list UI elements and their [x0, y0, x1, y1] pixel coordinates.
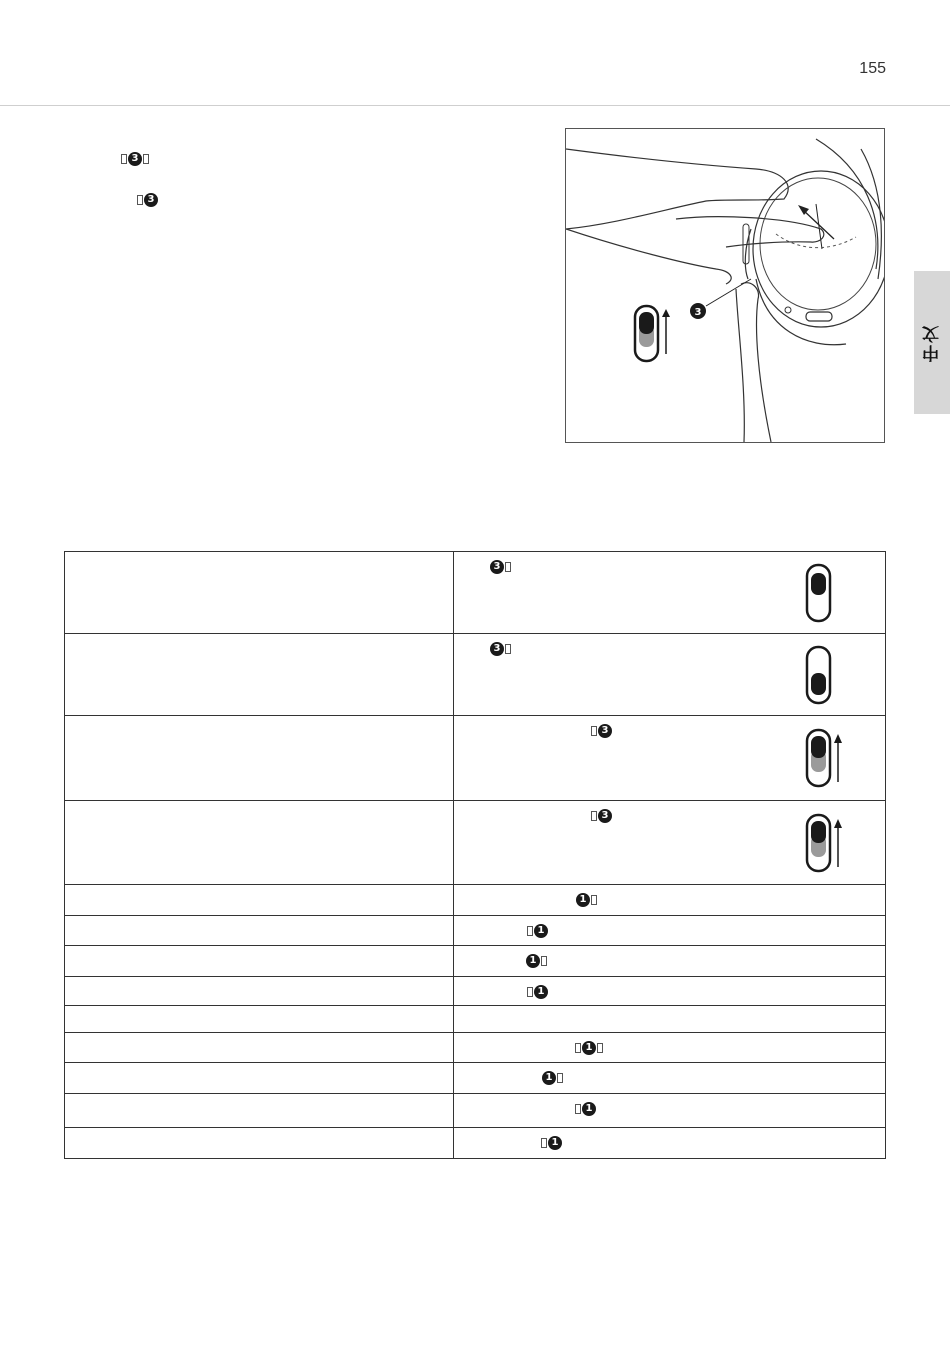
callout-badge: 1	[526, 954, 540, 968]
table-cell-mode	[65, 885, 454, 916]
table-cell-mode	[65, 1128, 454, 1159]
table-cell-instruction	[454, 1063, 886, 1094]
figure-callout-label: 3	[694, 307, 702, 318]
table-row	[65, 1128, 886, 1159]
callout-badge: 1	[582, 1102, 596, 1116]
page-number: 155	[859, 60, 886, 77]
callout-badge: 3	[128, 152, 142, 166]
missing-glyph	[505, 644, 511, 654]
header-divider	[0, 105, 950, 106]
table-cell-mode	[65, 716, 454, 801]
intro-line-1	[120, 150, 150, 166]
missing-glyph	[591, 726, 597, 736]
instruction-text	[490, 640, 512, 656]
table-cell-mode	[65, 1033, 454, 1063]
table-row	[65, 946, 886, 977]
table-cell-instruction	[454, 1006, 886, 1033]
table-cell-mode	[65, 1006, 454, 1033]
missing-glyph	[121, 154, 127, 164]
table-cell-instruction	[454, 1094, 886, 1128]
instruction-text	[540, 1134, 562, 1150]
instruction-text	[526, 952, 548, 968]
instruction-text	[576, 891, 598, 907]
instruction-text	[590, 807, 612, 823]
instruction-text	[574, 1100, 596, 1116]
callout-badge: 3	[490, 642, 504, 656]
table-cell-instruction	[454, 1033, 886, 1063]
table-cell-mode	[65, 1094, 454, 1128]
callout-badge: 3	[598, 724, 612, 738]
table-row	[65, 716, 886, 801]
instruction-text	[490, 558, 512, 574]
callout-badge: 1	[534, 985, 548, 999]
table-row	[65, 885, 886, 916]
instruction-text	[526, 983, 548, 999]
callout-badge: 1	[534, 924, 548, 938]
language-tab[interactable]	[914, 271, 950, 414]
instruction-text	[590, 722, 612, 738]
table-cell-instruction	[454, 916, 886, 946]
table-cell-mode	[65, 552, 454, 634]
switch-sliding-up-icon	[802, 811, 846, 875]
table-cell-mode	[65, 946, 454, 977]
missing-glyph	[541, 1138, 547, 1148]
missing-glyph	[591, 811, 597, 821]
callout-badge: 1	[548, 1136, 562, 1150]
table-row	[65, 1063, 886, 1094]
table-cell-mode	[65, 634, 454, 716]
table-cell-instruction	[454, 1128, 886, 1159]
table-cell-instruction	[454, 801, 886, 885]
missing-glyph	[541, 956, 547, 966]
intro-line-2	[136, 191, 158, 207]
table-cell-instruction	[454, 885, 886, 916]
table-cell-mode	[65, 801, 454, 885]
missing-glyph	[575, 1104, 581, 1114]
missing-glyph	[143, 154, 149, 164]
table-row	[65, 1094, 886, 1128]
table-cell-mode	[65, 916, 454, 946]
table-row	[65, 1006, 886, 1033]
table-row	[65, 916, 886, 946]
switch-sliding-up-icon	[802, 726, 846, 790]
missing-glyph	[505, 562, 511, 572]
table-row	[65, 801, 886, 885]
callout-badge: 3	[490, 560, 504, 574]
table-cell-instruction	[454, 977, 886, 1006]
callout-badge: 1	[582, 1041, 596, 1055]
table-cell-mode	[65, 1063, 454, 1094]
missing-glyph	[527, 987, 533, 997]
instruction-text	[574, 1039, 604, 1055]
missing-glyph	[597, 1043, 603, 1053]
callout-badge: 3	[144, 193, 158, 207]
missing-glyph	[527, 926, 533, 936]
missing-glyph	[137, 195, 143, 205]
table-row	[65, 552, 886, 634]
instruction-text	[542, 1069, 564, 1085]
callout-badge: 3	[598, 809, 612, 823]
callout-badge: 1	[542, 1071, 556, 1085]
table-cell-instruction	[454, 946, 886, 977]
table-cell-instruction	[454, 552, 886, 634]
modes-table	[64, 551, 886, 1159]
instruction-text	[526, 922, 548, 938]
table-cell-instruction	[454, 634, 886, 716]
table-cell-instruction	[454, 716, 886, 801]
switch-top-icon	[802, 561, 846, 625]
table-row	[65, 634, 886, 716]
table-row	[65, 1033, 886, 1063]
missing-glyph	[575, 1043, 581, 1053]
language-tab-label: 中文	[922, 323, 943, 362]
table-cell-mode	[65, 977, 454, 1006]
headphone-illustration	[565, 128, 885, 443]
callout-badge: 1	[576, 893, 590, 907]
missing-glyph	[557, 1073, 563, 1083]
missing-glyph	[591, 895, 597, 905]
switch-bottom-icon	[802, 643, 846, 707]
table-row	[65, 977, 886, 1006]
